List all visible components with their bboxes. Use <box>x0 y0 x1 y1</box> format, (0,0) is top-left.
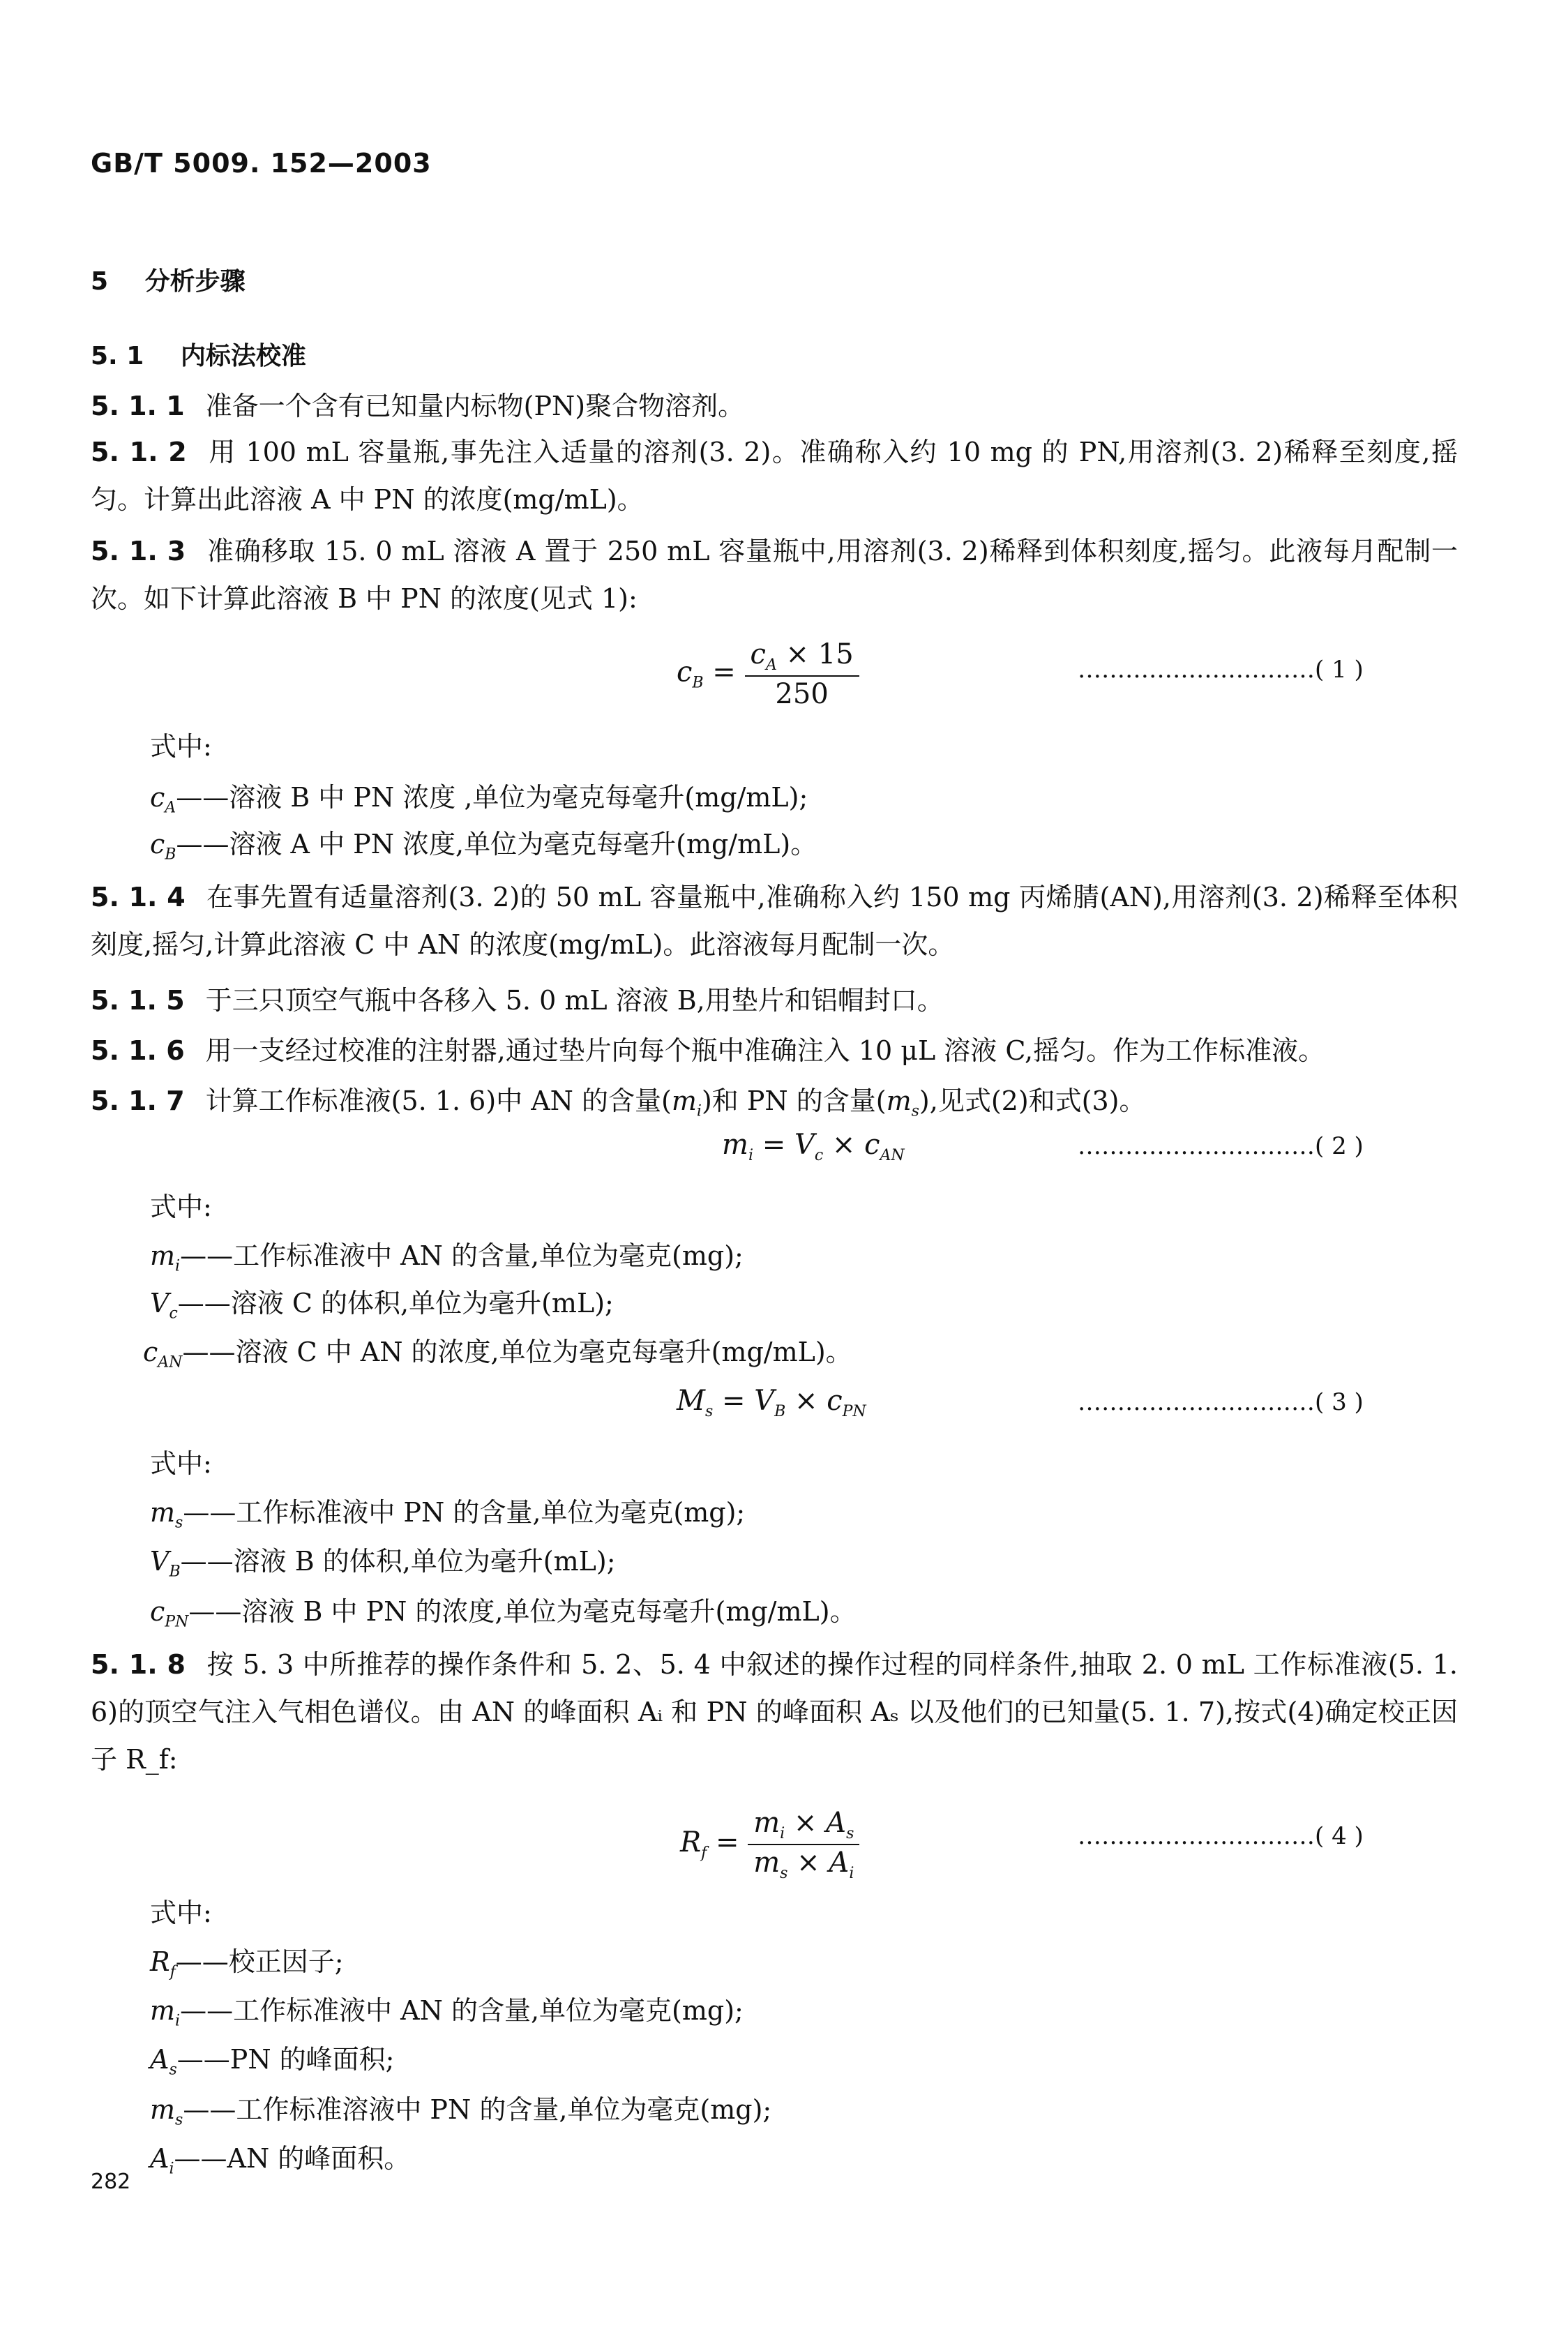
step-number: 5. 1. 4 <box>91 882 186 912</box>
step-5-1-1 <box>91 382 1458 430</box>
page-number: 282 <box>91 2170 131 2194</box>
where-item: $c_A——$溶液 B 中 PN 浓度 ,单位为毫克每毫升(mg/mL); <box>150 782 808 817</box>
equation-2-number: …………………………( 2 ) <box>1078 1132 1364 1160</box>
where-label: 式中: <box>150 1192 212 1222</box>
step-text: 在事先置有适量溶剂(3. 2)的 50 mL 容量瓶中,准确称入约 150 mg 丙烯腈(AN),用溶剂(3. 2)稀释至体积刻度,摇匀,计算此溶液 C 中 AN 的浓度(mg/mL)。此溶液每月配制一次。 <box>91 882 1458 960</box>
equation-1-number: …………………………( 1 ) <box>1078 656 1364 684</box>
subsection-title: 内标法校准 <box>180 342 306 370</box>
step-5-1-8 <box>91 1641 1458 1783</box>
equation-3: $M_s = V_B \times c_{PN}$ <box>677 1385 866 1420</box>
equation-4-number: …………………………( 4 ) <box>1078 1822 1364 1850</box>
equation-3-number: …………………………( 3 ) <box>1078 1388 1364 1416</box>
step-number: 5. 1. 1 <box>91 391 185 421</box>
equation-4: $R_f$ = $\frac{m_i \times A_s}{m_s \times A_i}$ <box>680 1807 859 1882</box>
section-title: 分析步骤 <box>144 267 246 296</box>
step-number: 5. 1. 8 <box>91 1649 186 1680</box>
step-text: 准确移取 15. 0 mL 溶液 A 置于 250 mL 容量瓶中,用溶剂(3. 2)稀释到体积刻度,摇匀。此液每月配制一次。如下计算此溶液 B 中 PN 的浓度(见式 1): <box>91 536 1458 614</box>
step-text: 用 100 mL 容量瓶,事先注入适量的溶剂(3. 2)。准确称入约 10 mg 的 PN,用溶剂(3. 2)稀释至刻度,摇匀。计算出此溶液 A 中 PN 的浓度(mg/mL)。 <box>91 437 1458 515</box>
where-item: $A_s——PN$ 的峰面积; <box>150 2044 395 2079</box>
step-text: 用一支经过校准的注射器,通过垫片向每个瓶中准确注入 10 μL 溶液 C,摇匀。作为工作标准液。 <box>205 1035 1325 1066</box>
step-number: 5. 1. 7 <box>91 1085 185 1116</box>
step-number: 5. 1. 6 <box>91 1035 185 1066</box>
step-5-1-2 <box>91 428 1458 523</box>
where-item: $c_B——$溶液 A 中 PN 浓度,单位为毫克每毫升(mg/mL)。 <box>150 829 817 864</box>
where-item: $m_s——$工作标准溶液中 PN 的含量,单位为毫克(mg); <box>150 2094 772 2129</box>
step-5-1-7: 5. 1. 7 计算工作标准液(5. 1. 6)中 AN 的含量$(m_i)$和 PN 的含量$(m_s)$,见式(2)和式(3)。 <box>91 1085 1146 1120</box>
where-label: 式中: <box>150 1448 212 1479</box>
step-text: 准备一个含有已知量内标物(PN)聚合物溶剂。 <box>205 391 745 421</box>
step-5-1-6 <box>91 1027 1458 1074</box>
step-number: 5. 1. 3 <box>91 536 186 566</box>
step-number: 5. 1. 5 <box>91 985 185 1016</box>
where-label: 式中: <box>150 1898 212 1928</box>
where-item: $c_{PN}——$溶液 B 中 PN 的浓度,单位为毫克每毫升(mg/mL)。 <box>150 1596 857 1631</box>
section-heading <box>91 262 246 297</box>
where-item: $m_s——$工作标准液中 PN 的含量,单位为毫克(mg); <box>150 1497 746 1532</box>
where-item: $m_i——$工作标准液中 AN 的含量,单位为毫克(mg); <box>150 1240 744 1275</box>
where-label: 式中: <box>150 731 212 762</box>
where-item: $A_i——AN$ 的峰面积。 <box>150 2143 411 2178</box>
standard-code: GB/T 5009. 152—2003 <box>91 148 432 179</box>
step-text: 于三只顶空气瓶中各移入 5. 0 mL 溶液 B,用垫片和铝帽封口。 <box>205 985 944 1016</box>
step-5-1-3 <box>91 527 1458 622</box>
step-5-1-5 <box>91 977 1458 1024</box>
step-number: 5. 1. 2 <box>91 437 187 467</box>
subsection-heading <box>91 336 306 372</box>
where-item: $m_i——$工作标准液中 AN 的含量,单位为毫克(mg); <box>150 1995 744 2030</box>
where-item: $R_f——$校正因子; <box>150 1946 344 1981</box>
equation-1: $c_B$ = $\frac{c_A \times 15}{250}$ <box>677 638 859 710</box>
where-item: $c_{AN}——$溶液 C 中 AN 的浓度,单位为毫克每毫升(mg/mL)。 <box>143 1337 852 1372</box>
section-number: 5 <box>91 267 109 296</box>
step-5-1-4 <box>91 873 1458 968</box>
where-item: $V_c——$溶液 C 的体积,单位为毫升(mL); <box>150 1288 614 1323</box>
equation-2: $m_i = V_c \times c_{AN}$ <box>722 1129 905 1164</box>
subsection-number: 5. 1 <box>91 342 144 370</box>
step-text: 按 5. 3 中所推荐的操作条件和 5. 2、5. 4 中叙述的操作过程的同样条件,抽取 2. 0 mL 工作标准液(5. 1. 6)的顶空气注入气相色谱仪。由 AN 的峰面积 Aᵢ 和 PN 的峰面积 Aₛ 以及他们的已知量(5. 1. 7),按式(4)确定校正因子 R_f: <box>91 1649 1458 1775</box>
where-item: $V_B——$溶液 B 的体积,单位为毫升(mL); <box>150 1546 616 1581</box>
